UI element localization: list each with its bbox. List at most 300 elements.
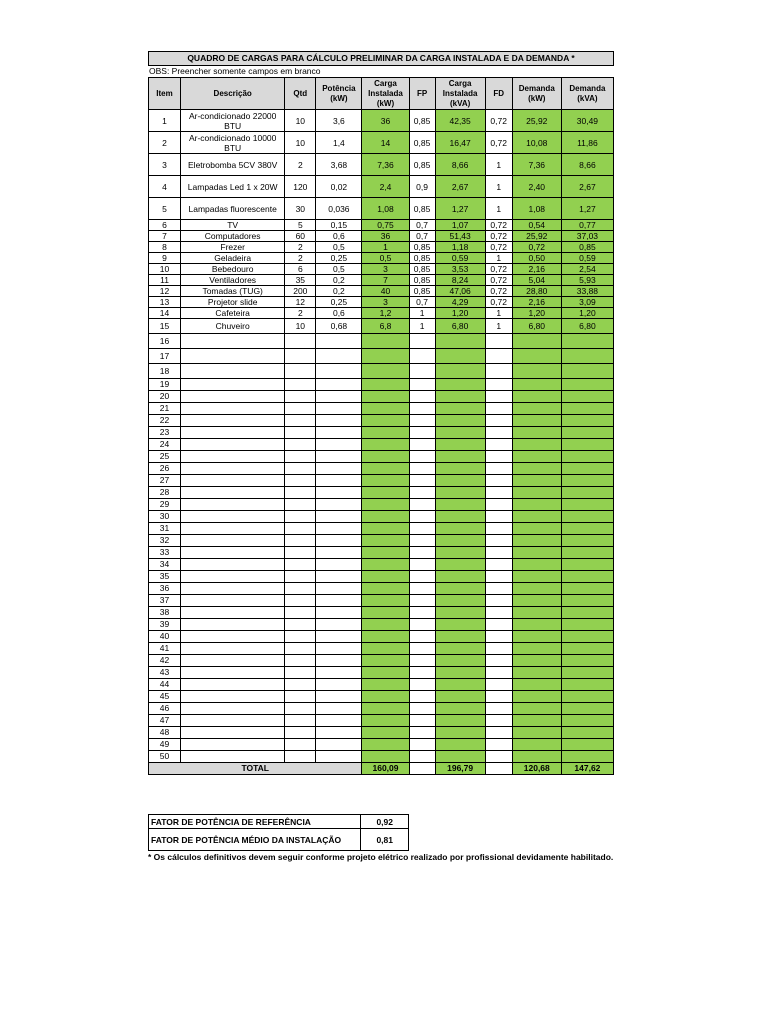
cell-potencia[interactable] <box>316 364 362 379</box>
cell-fp[interactable] <box>409 751 435 763</box>
cell-qtd[interactable] <box>285 475 316 487</box>
cell-fd[interactable] <box>485 751 512 763</box>
cell-descricao[interactable] <box>181 655 285 667</box>
cell-qtd[interactable] <box>285 703 316 715</box>
cell-demanda-kw <box>512 379 561 391</box>
cell-carga-kva <box>435 403 485 415</box>
cell-fd[interactable] <box>485 349 512 364</box>
cell-demanda-kw <box>512 739 561 751</box>
cell-fp[interactable] <box>409 595 435 607</box>
cell-qtd[interactable] <box>285 487 316 499</box>
cell-fd[interactable] <box>485 691 512 703</box>
cell-potencia[interactable]: 0,6 <box>316 308 362 319</box>
cell-potencia[interactable] <box>316 511 362 523</box>
cell-descricao[interactable] <box>181 727 285 739</box>
cell-descricao[interactable] <box>181 427 285 439</box>
cell-qtd[interactable] <box>285 415 316 427</box>
cell-fd[interactable] <box>485 571 512 583</box>
cell-descricao[interactable]: Chuveiro <box>181 319 285 334</box>
cell-fp[interactable]: 0,85 <box>409 253 435 264</box>
cell-fd[interactable] <box>485 499 512 511</box>
cell-fp[interactable]: 0,85 <box>409 154 435 176</box>
cell-qtd[interactable] <box>285 499 316 511</box>
cell-potencia[interactable]: 0,2 <box>316 275 362 286</box>
cell-potencia[interactable]: 0,6 <box>316 231 362 242</box>
cell-qtd[interactable]: 2 <box>285 253 316 264</box>
cell-qtd[interactable]: 120 <box>285 176 316 198</box>
cell-potencia[interactable] <box>316 607 362 619</box>
cell-potencia[interactable] <box>316 691 362 703</box>
cell-potencia[interactable]: 3,68 <box>316 154 362 176</box>
cell-fd[interactable] <box>485 463 512 475</box>
table-row-empty <box>149 415 614 427</box>
cell-descricao[interactable] <box>181 487 285 499</box>
cell-fd[interactable]: 0,72 <box>485 231 512 242</box>
cell-descricao[interactable] <box>181 523 285 535</box>
cell-descricao[interactable]: Ar-condicionado 22000 BTU <box>181 110 285 132</box>
cell-qtd[interactable] <box>285 559 316 571</box>
cell-descricao[interactable] <box>181 739 285 751</box>
cell-fp[interactable] <box>409 511 435 523</box>
cell-descricao[interactable] <box>181 547 285 559</box>
cell-item: 36 <box>149 583 181 595</box>
cell-demanda-kw: 1,20 <box>512 308 561 319</box>
cell-fd[interactable]: 0,72 <box>485 242 512 253</box>
cell-demanda-kva <box>561 667 613 679</box>
cell-qtd[interactable] <box>285 751 316 763</box>
cell-potencia[interactable]: 0,25 <box>316 253 362 264</box>
cell-demanda-kw: 2,40 <box>512 176 561 198</box>
cell-descricao[interactable]: Tomadas (TUG) <box>181 286 285 297</box>
cell-fd[interactable] <box>485 631 512 643</box>
cell-qtd[interactable] <box>285 583 316 595</box>
cell-qtd[interactable]: 6 <box>285 264 316 275</box>
cell-potencia[interactable]: 3,6 <box>316 110 362 132</box>
cell-qtd[interactable] <box>285 571 316 583</box>
cell-qtd[interactable] <box>285 691 316 703</box>
cell-fp[interactable] <box>409 691 435 703</box>
cell-potencia[interactable] <box>316 403 362 415</box>
cell-fp[interactable] <box>409 415 435 427</box>
cell-potencia[interactable] <box>316 643 362 655</box>
cell-qtd[interactable] <box>285 655 316 667</box>
cell-fd[interactable] <box>485 607 512 619</box>
cell-demanda-kw <box>512 619 561 631</box>
cell-descricao[interactable] <box>181 631 285 643</box>
cell-descricao[interactable] <box>181 463 285 475</box>
cell-descricao[interactable] <box>181 349 285 364</box>
cell-fd[interactable] <box>485 523 512 535</box>
cell-potencia[interactable] <box>316 439 362 451</box>
cell-descricao[interactable]: TV <box>181 220 285 231</box>
cell-descricao[interactable]: Bebedouro <box>181 264 285 275</box>
col-potencia-header: Potência (kW) <box>316 78 362 110</box>
cell-potencia[interactable] <box>316 559 362 571</box>
cell-carga-kw <box>362 679 409 691</box>
cell-qtd[interactable]: 10 <box>285 132 316 154</box>
cell-descricao[interactable]: Ventiladores <box>181 275 285 286</box>
cell-fp[interactable] <box>409 703 435 715</box>
cell-fp[interactable] <box>409 349 435 364</box>
cell-potencia[interactable] <box>316 751 362 763</box>
cell-item: 11 <box>149 275 181 286</box>
cell-fd[interactable] <box>485 427 512 439</box>
cell-potencia[interactable] <box>316 391 362 403</box>
cell-potencia[interactable] <box>316 679 362 691</box>
cell-fd[interactable]: 1 <box>485 308 512 319</box>
cell-fd[interactable] <box>485 655 512 667</box>
cell-descricao[interactable]: Computadores <box>181 231 285 242</box>
cell-fd[interactable]: 0,72 <box>485 132 512 154</box>
cell-fd[interactable] <box>485 391 512 403</box>
cell-demanda-kw <box>512 364 561 379</box>
cell-potencia[interactable]: 0,2 <box>316 286 362 297</box>
cell-fp[interactable]: 0,9 <box>409 176 435 198</box>
cell-fp[interactable] <box>409 427 435 439</box>
cell-qtd[interactable] <box>285 439 316 451</box>
cell-carga-kva: 47,06 <box>435 286 485 297</box>
cell-potencia[interactable] <box>316 463 362 475</box>
cell-descricao[interactable]: Cafeteira <box>181 308 285 319</box>
cell-carga-kw <box>362 571 409 583</box>
cell-carga-kw: 6,8 <box>362 319 409 334</box>
cell-qtd[interactable] <box>285 667 316 679</box>
cell-item: 9 <box>149 253 181 264</box>
cell-demanda-kva <box>561 475 613 487</box>
cell-qtd[interactable]: 5 <box>285 220 316 231</box>
cell-qtd[interactable] <box>285 463 316 475</box>
cell-potencia[interactable]: 0,5 <box>316 242 362 253</box>
cell-descricao[interactable] <box>181 571 285 583</box>
cell-descricao[interactable] <box>181 583 285 595</box>
cell-fd[interactable] <box>485 703 512 715</box>
cell-fd[interactable]: 1 <box>485 253 512 264</box>
cell-carga-kva <box>435 334 485 349</box>
cell-fd[interactable]: 1 <box>485 198 512 220</box>
cell-item: 28 <box>149 487 181 499</box>
cell-fp[interactable]: 1 <box>409 319 435 334</box>
cell-demanda-kva <box>561 391 613 403</box>
cell-descricao[interactable] <box>181 379 285 391</box>
cell-fp[interactable]: 0,85 <box>409 242 435 253</box>
cell-descricao[interactable] <box>181 691 285 703</box>
cell-carga-kva <box>435 739 485 751</box>
cell-descricao[interactable] <box>181 391 285 403</box>
cell-fd[interactable]: 0,72 <box>485 220 512 231</box>
cell-qtd[interactable]: 10 <box>285 319 316 334</box>
cell-carga-kw <box>362 643 409 655</box>
cell-fp[interactable] <box>409 391 435 403</box>
cell-fp[interactable] <box>409 334 435 349</box>
cell-descricao[interactable] <box>181 439 285 451</box>
cell-potencia[interactable]: 0,02 <box>316 176 362 198</box>
cell-descricao[interactable] <box>181 559 285 571</box>
cell-descricao[interactable]: Lampadas Led 1 x 20W <box>181 176 285 198</box>
cell-fp[interactable] <box>409 715 435 727</box>
cell-qtd[interactable]: 200 <box>285 286 316 297</box>
cell-potencia[interactable]: 0,25 <box>316 297 362 308</box>
cell-fp[interactable] <box>409 667 435 679</box>
cell-qtd[interactable] <box>285 523 316 535</box>
cell-carga-kva <box>435 595 485 607</box>
cell-fp[interactable] <box>409 535 435 547</box>
cell-potencia[interactable] <box>316 739 362 751</box>
cell-demanda-kw <box>512 595 561 607</box>
cell-descricao[interactable]: Eletrobomba 5CV 380V <box>181 154 285 176</box>
cell-fp[interactable] <box>409 739 435 751</box>
cell-qtd[interactable] <box>285 403 316 415</box>
cell-fd[interactable] <box>485 451 512 463</box>
cell-fd[interactable]: 1 <box>485 176 512 198</box>
cell-demanda-kw <box>512 499 561 511</box>
table-row-empty <box>149 364 614 379</box>
cell-carga-kva <box>435 463 485 475</box>
cell-fp[interactable] <box>409 643 435 655</box>
cell-demanda-kw <box>512 511 561 523</box>
cell-fp[interactable]: 1 <box>409 308 435 319</box>
cell-fp[interactable] <box>409 583 435 595</box>
cell-fd[interactable] <box>485 739 512 751</box>
cell-fp[interactable] <box>409 403 435 415</box>
cell-qtd[interactable]: 12 <box>285 297 316 308</box>
cell-qtd[interactable] <box>285 715 316 727</box>
cell-demanda-kw <box>512 667 561 679</box>
cell-descricao[interactable] <box>181 679 285 691</box>
cell-fp[interactable] <box>409 523 435 535</box>
cell-fd[interactable] <box>485 727 512 739</box>
cell-fd[interactable] <box>485 511 512 523</box>
cell-carga-kva <box>435 583 485 595</box>
cell-fp[interactable] <box>409 631 435 643</box>
cell-fp[interactable] <box>409 487 435 499</box>
cell-fd[interactable]: 0,72 <box>485 110 512 132</box>
total-carga-kw: 160,09 <box>362 763 409 775</box>
cell-potencia[interactable]: 0,15 <box>316 220 362 231</box>
cell-fp[interactable] <box>409 727 435 739</box>
cell-fd[interactable]: 0,72 <box>485 297 512 308</box>
cell-qtd[interactable] <box>285 511 316 523</box>
cell-qtd[interactable] <box>285 679 316 691</box>
cell-carga-kva <box>435 415 485 427</box>
cell-fd[interactable]: 1 <box>485 154 512 176</box>
cell-descricao[interactable]: Ar-condicionado 10000 BTU <box>181 132 285 154</box>
cell-descricao[interactable] <box>181 715 285 727</box>
cell-fp[interactable] <box>409 679 435 691</box>
cell-fp[interactable] <box>409 364 435 379</box>
cell-fp[interactable]: 0,85 <box>409 264 435 275</box>
cell-qtd[interactable]: 30 <box>285 198 316 220</box>
cell-potencia[interactable] <box>316 499 362 511</box>
cell-potencia[interactable] <box>316 535 362 547</box>
cell-carga-kva <box>435 691 485 703</box>
cell-fp[interactable]: 0,85 <box>409 198 435 220</box>
cell-potencia[interactable] <box>316 547 362 559</box>
cell-fd[interactable] <box>485 487 512 499</box>
cell-fd[interactable] <box>485 547 512 559</box>
cell-potencia[interactable] <box>316 655 362 667</box>
cell-potencia[interactable] <box>316 415 362 427</box>
cell-descricao[interactable]: Lampadas fluorescente <box>181 198 285 220</box>
cell-fd[interactable]: 1 <box>485 319 512 334</box>
cell-descricao[interactable] <box>181 751 285 763</box>
cell-qtd[interactable] <box>285 391 316 403</box>
table-row-empty <box>149 715 614 727</box>
cell-qtd[interactable]: 2 <box>285 154 316 176</box>
cell-fp[interactable] <box>409 547 435 559</box>
cell-fd[interactable] <box>485 475 512 487</box>
cell-carga-kw <box>362 475 409 487</box>
cell-fp[interactable] <box>409 559 435 571</box>
cell-potencia[interactable] <box>316 427 362 439</box>
cell-descricao[interactable]: Projetor slide <box>181 297 285 308</box>
cell-descricao[interactable] <box>181 499 285 511</box>
cell-fd[interactable] <box>485 619 512 631</box>
cell-qtd[interactable] <box>285 334 316 349</box>
cell-carga-kva: 2,67 <box>435 176 485 198</box>
cell-qtd[interactable] <box>285 364 316 379</box>
table-row-empty <box>149 463 614 475</box>
cell-qtd[interactable]: 60 <box>285 231 316 242</box>
cell-fd[interactable]: 0,72 <box>485 286 512 297</box>
cell-potencia[interactable] <box>316 571 362 583</box>
cell-potencia[interactable] <box>316 667 362 679</box>
cell-qtd[interactable] <box>285 619 316 631</box>
cell-descricao[interactable] <box>181 535 285 547</box>
fator-referencia-value[interactable]: 0,92 <box>361 815 409 829</box>
table-row <box>149 286 614 297</box>
cell-qtd[interactable]: 2 <box>285 308 316 319</box>
cell-carga-kw <box>362 463 409 475</box>
cell-descricao[interactable] <box>181 595 285 607</box>
cell-fp[interactable] <box>409 379 435 391</box>
cell-qtd[interactable] <box>285 607 316 619</box>
cell-qtd[interactable] <box>285 727 316 739</box>
cell-fd[interactable] <box>485 439 512 451</box>
cell-fp[interactable] <box>409 499 435 511</box>
cell-descricao[interactable] <box>181 667 285 679</box>
cell-qtd[interactable] <box>285 739 316 751</box>
cell-fd[interactable] <box>485 667 512 679</box>
cell-descricao[interactable] <box>181 364 285 379</box>
cell-potencia[interactable] <box>316 595 362 607</box>
cell-fd[interactable] <box>485 715 512 727</box>
cell-potencia[interactable] <box>316 583 362 595</box>
cell-qtd[interactable] <box>285 595 316 607</box>
cell-fp[interactable]: 0,85 <box>409 275 435 286</box>
cell-fp[interactable] <box>409 463 435 475</box>
cell-potencia[interactable]: 0,68 <box>316 319 362 334</box>
cell-potencia[interactable] <box>316 334 362 349</box>
cell-fd[interactable] <box>485 415 512 427</box>
cell-descricao[interactable]: Geladeira <box>181 253 285 264</box>
cell-fp[interactable]: 0,7 <box>409 220 435 231</box>
cell-fd[interactable]: 0,72 <box>485 264 512 275</box>
cell-qtd[interactable]: 2 <box>285 242 316 253</box>
cell-descricao[interactable] <box>181 475 285 487</box>
cell-fd[interactable]: 0,72 <box>485 275 512 286</box>
cell-qtd[interactable]: 10 <box>285 110 316 132</box>
cell-potencia[interactable] <box>316 703 362 715</box>
cell-fp[interactable] <box>409 619 435 631</box>
cell-potencia[interactable] <box>316 451 362 463</box>
cell-fd[interactable] <box>485 364 512 379</box>
cell-item: 30 <box>149 511 181 523</box>
cell-fd[interactable] <box>485 334 512 349</box>
cell-potencia[interactable] <box>316 715 362 727</box>
cell-potencia[interactable] <box>316 487 362 499</box>
cell-potencia[interactable] <box>316 619 362 631</box>
cell-fd[interactable] <box>485 403 512 415</box>
cell-qtd[interactable] <box>285 427 316 439</box>
cell-descricao[interactable] <box>181 511 285 523</box>
cell-fp[interactable]: 0,85 <box>409 132 435 154</box>
cell-qtd[interactable] <box>285 379 316 391</box>
cell-descricao[interactable]: Frezer <box>181 242 285 253</box>
cell-fd[interactable] <box>485 535 512 547</box>
cell-fp[interactable] <box>409 439 435 451</box>
cell-item: 39 <box>149 619 181 631</box>
cell-descricao[interactable] <box>181 607 285 619</box>
cell-potencia[interactable]: 0,5 <box>316 264 362 275</box>
cell-fd[interactable] <box>485 595 512 607</box>
cell-fp[interactable] <box>409 571 435 583</box>
cell-qtd[interactable] <box>285 631 316 643</box>
cell-potencia[interactable]: 0,036 <box>316 198 362 220</box>
cell-descricao[interactable] <box>181 451 285 463</box>
cell-demanda-kw <box>512 427 561 439</box>
cell-item: 47 <box>149 715 181 727</box>
cell-qtd[interactable]: 35 <box>285 275 316 286</box>
cell-potencia[interactable] <box>316 727 362 739</box>
cell-descricao[interactable] <box>181 415 285 427</box>
cell-qtd[interactable] <box>285 349 316 364</box>
cell-qtd[interactable] <box>285 451 316 463</box>
cell-potencia[interactable] <box>316 475 362 487</box>
cell-potencia[interactable] <box>316 631 362 643</box>
cell-fd[interactable] <box>485 379 512 391</box>
cell-fd[interactable] <box>485 583 512 595</box>
cell-item: 42 <box>149 655 181 667</box>
cell-fp[interactable] <box>409 655 435 667</box>
cell-qtd[interactable] <box>285 547 316 559</box>
cell-fp[interactable] <box>409 451 435 463</box>
cell-fp[interactable]: 0,7 <box>409 297 435 308</box>
cell-carga-kva: 8,24 <box>435 275 485 286</box>
cell-potencia[interactable]: 1,4 <box>316 132 362 154</box>
cell-descricao[interactable] <box>181 619 285 631</box>
cell-descricao[interactable] <box>181 703 285 715</box>
cell-fp[interactable] <box>409 607 435 619</box>
cell-item: 33 <box>149 547 181 559</box>
cell-fd[interactable] <box>485 643 512 655</box>
cell-descricao[interactable] <box>181 643 285 655</box>
cell-fp[interactable]: 0,85 <box>409 110 435 132</box>
cell-potencia[interactable] <box>316 349 362 364</box>
cell-qtd[interactable] <box>285 535 316 547</box>
cell-potencia[interactable] <box>316 523 362 535</box>
cell-descricao[interactable] <box>181 334 285 349</box>
cell-qtd[interactable] <box>285 643 316 655</box>
cell-fp[interactable] <box>409 475 435 487</box>
cell-fd[interactable] <box>485 559 512 571</box>
cell-fd[interactable] <box>485 679 512 691</box>
cell-potencia[interactable] <box>316 379 362 391</box>
cell-fp[interactable]: 0,85 <box>409 286 435 297</box>
cell-descricao[interactable] <box>181 403 285 415</box>
cell-item: 8 <box>149 242 181 253</box>
cell-fp[interactable]: 0,7 <box>409 231 435 242</box>
cell-item: 48 <box>149 727 181 739</box>
